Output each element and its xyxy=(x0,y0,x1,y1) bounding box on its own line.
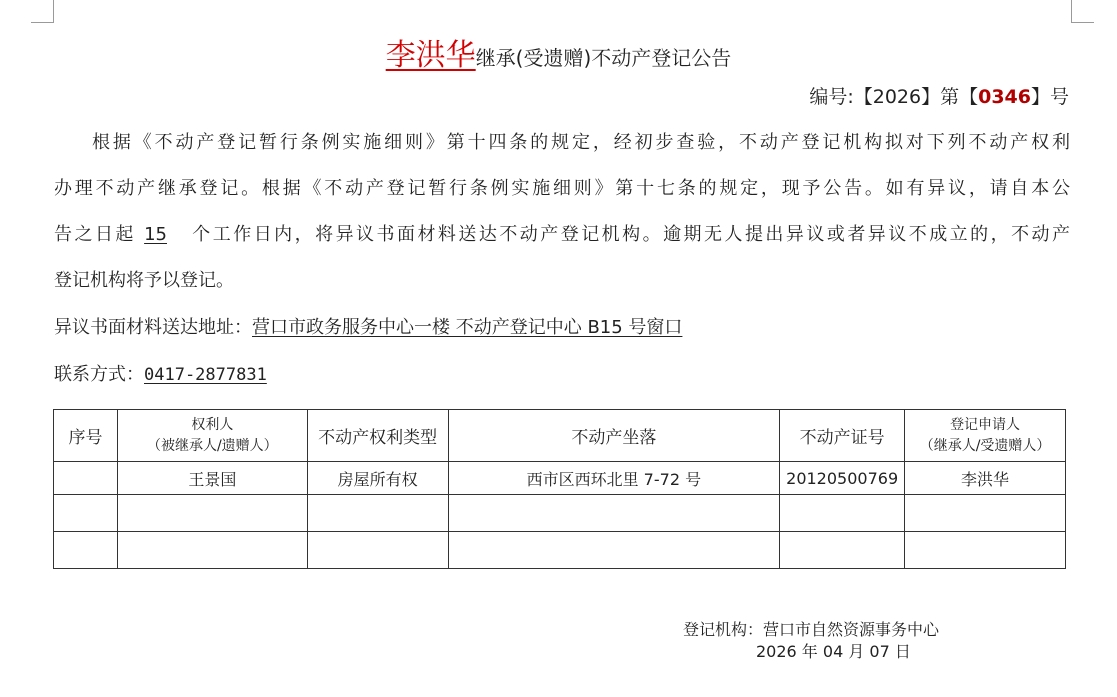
header-applicant xyxy=(905,410,1066,462)
registration-table xyxy=(53,409,1066,569)
table-row-empty xyxy=(54,495,1066,532)
objection-days: 15 xyxy=(144,224,167,245)
header-location: 不动产坐落 xyxy=(448,410,780,462)
cell-right-type: 房屋所有权 xyxy=(307,462,448,495)
table-row xyxy=(54,462,1066,495)
address-value: 营口市政务服务中心一楼 不动产登记中心 B15 号窗口 xyxy=(252,317,683,338)
contact-info xyxy=(54,360,1070,386)
header-holder-label: 权利人 xyxy=(191,416,234,433)
header-applicant-label: 登记申请人 xyxy=(950,416,1021,433)
table-row-empty xyxy=(54,532,1066,569)
notice-title xyxy=(0,30,1117,74)
header-cert: 不动产证号 xyxy=(780,410,905,462)
body-line-3-start: 告之日起 xyxy=(54,224,136,245)
contact-label: 联系方式： xyxy=(54,364,144,385)
notice-date: 2026 年 04 月 07 日 xyxy=(756,642,911,661)
header-holder-sub: （被继承人/遗赠人） xyxy=(146,437,278,454)
cell-cert: 20120500769 xyxy=(780,462,905,495)
page-corner-mark-right xyxy=(1071,0,1094,23)
cell-location: 西市区西环北里 7-72 号 xyxy=(448,462,780,495)
header-holder xyxy=(117,410,307,462)
objection-address xyxy=(54,313,1070,339)
body-line-4: 登记机构将予以登记。 xyxy=(54,270,234,291)
body-line-3-end: 个工作日内，将异议书面材料送达不动产登记机构。逾期无人提出异议或者异议不成立的，不动产 xyxy=(192,224,1071,245)
page-corner-mark-left xyxy=(31,0,54,23)
contact-phone: 0417-2877831 xyxy=(144,365,267,385)
header-seq: 序号 xyxy=(54,410,118,462)
serial-value: 0346 xyxy=(978,86,1031,108)
cell-seq xyxy=(54,462,118,495)
cell-holder: 王景国 xyxy=(117,462,307,495)
header-right-type: 不动产权利类型 xyxy=(307,410,448,462)
body-line-2: 办理不动产继承登记。根据《不动产登记暂行条例实施细则》第十七条的规定，现予公告。如有异议，请自本公 xyxy=(54,178,1070,199)
body-line-1: 根据《不动产登记暂行条例实施细则》第十四条的规定，经初步查验，不动产登记机构拟对下列不动产权利 xyxy=(92,132,1070,153)
serial-prefix: 编号:【2026】第【 xyxy=(809,86,979,108)
header-applicant-sub: （继承人/受遗赠人） xyxy=(919,437,1051,454)
body-line-3 xyxy=(54,220,1070,246)
title-text: 继承(受遗赠)不动产登记公告 xyxy=(475,46,732,70)
registration-agency: 登记机构：营口市自然资源事务中心 xyxy=(683,620,940,639)
cell-applicant: 李洪华 xyxy=(905,462,1066,495)
title-applicant-name: 李洪华 xyxy=(385,38,476,73)
address-label: 异议书面材料送达地址： xyxy=(54,317,252,338)
serial-suffix: 】号 xyxy=(1030,86,1069,108)
serial-number xyxy=(809,82,1069,109)
table-header-row xyxy=(54,410,1066,462)
